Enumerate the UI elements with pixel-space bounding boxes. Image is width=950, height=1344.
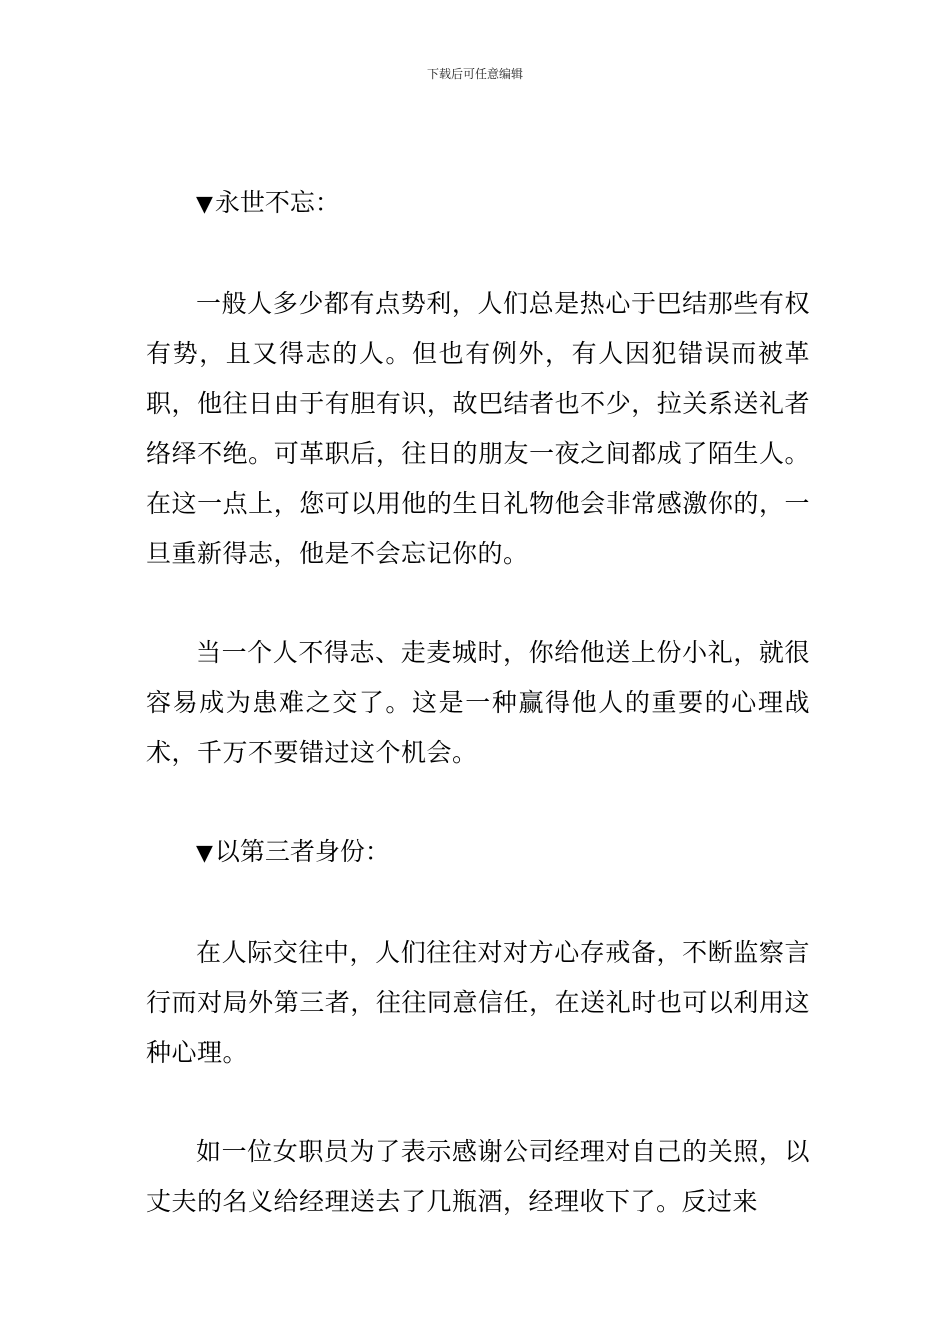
triangle-bullet-icon: ▼ — [196, 841, 213, 866]
section-heading-2 — [146, 827, 810, 879]
triangle-bullet-icon: ▼ — [196, 192, 213, 217]
section-heading-text: 永世不忘： — [214, 188, 340, 217]
section-heading-text: 以第三者身份： — [214, 837, 390, 866]
page-header-note: 下载后可任意编辑 — [426, 67, 523, 81]
section-heading-1 — [146, 178, 810, 230]
paragraph-2: 当一个人不得志、走麦城时，你给他送上份小礼，就很容易成为患难之交了。这是一种赢得他人的重要的心理战术，千万不要错过这个机会。 — [146, 638, 810, 767]
document-body — [146, 178, 810, 1276]
paragraph-4: 如一位女职员为了表示感谢公司经理对自己的关照，以丈夫的名义给经理送去了几瓶酒，经理收下了。反过来 — [146, 1137, 810, 1216]
paragraph-1: 一般人多少都有点势利，人们总是热心于巴结那些有权有势，且又得志的人。但也有例外，有人因犯错误而被革职，他往日由于有胆有识，故巴结者也不少，拉关系送礼者络绎不绝。可革职后，往日的朋友一夜之间都成了陌生人。在这一点上，您可以用他的生日礼物他会非常感激你的，一旦重新得志，他是不会忘记你的。 — [146, 289, 810, 568]
paragraph-3: 在人际交往中，人们往往对对方心存戒备，不断监察言行而对局外第三者，往往同意信任，在送礼时也可以利用这种心理。 — [146, 938, 810, 1067]
